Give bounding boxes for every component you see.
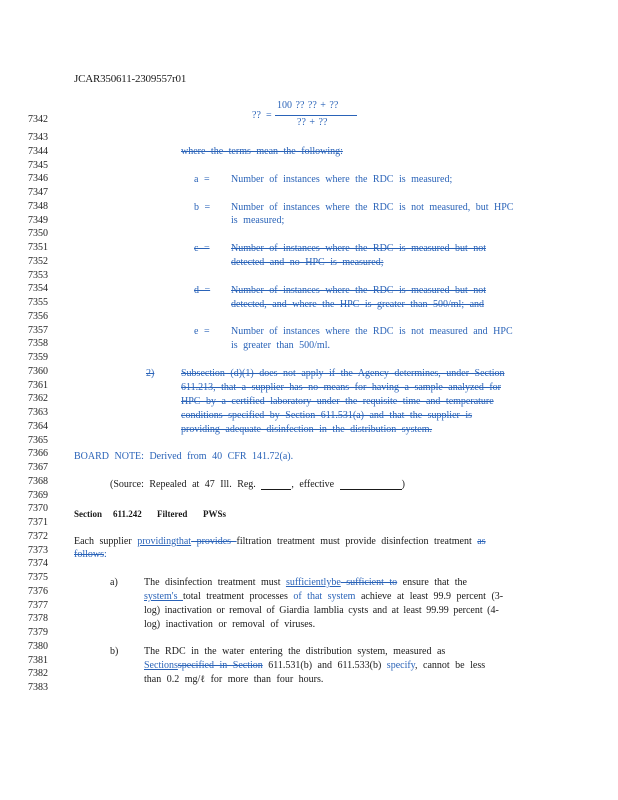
line-number: 7376: [28, 585, 48, 597]
line-number: 7379: [28, 627, 48, 638]
line-number: 7374: [28, 558, 48, 570]
line-number: 7347: [28, 187, 48, 198]
line-number: 7344: [28, 145, 48, 157]
line-number: 7360: [28, 365, 48, 377]
line-number: 7378: [28, 613, 48, 625]
item-b-delete-specified: specified in Section: [177, 660, 263, 671]
item-2-line-1: Subsection (d)(1) does not apply if the Agency determines, under Section: [181, 368, 505, 379]
def-text-b-cont: is measured;: [231, 215, 285, 226]
line-number: 7381: [28, 654, 48, 666]
line-number: 7365: [28, 434, 48, 446]
source-text: Repealed at 47 Ill. Reg.: [149, 479, 256, 490]
item-a-line-4: log) inactivation or removal of viruses.: [144, 619, 316, 630]
para-delete-follows: follows: [74, 549, 104, 560]
para-line-1: [74, 537, 486, 547]
para-colon: :: [104, 549, 107, 560]
item-a-label: a): [110, 577, 118, 588]
line-number: 7343: [28, 132, 48, 143]
line-number: 7358: [28, 338, 48, 350]
line-number: 7371: [28, 517, 48, 528]
board-note: BOARD NOTE: Derived from 40 CFR 141.72(a).: [74, 451, 294, 462]
item-a-line-3: log) inactivation or removal of Giardia lamblia cysts and at least 99.99 percent (4-: [144, 605, 499, 616]
line-number: 7351: [28, 242, 48, 253]
line-number: 7369: [28, 489, 48, 501]
line-number: 7366: [28, 448, 48, 460]
para-delete-as: as: [477, 536, 486, 547]
item-a-insert-sufficientlybe: sufficientlybe: [285, 577, 341, 588]
item-a-text-1: The disinfection treatment must: [144, 577, 286, 588]
line-number: 7364: [28, 420, 48, 432]
line-number: 7370: [28, 503, 48, 515]
def-text-d-cont: detected, and where the HPC is greater than 500/ml; and: [231, 299, 485, 310]
line-number: 7372: [28, 530, 48, 542]
item-b-label: b): [110, 646, 119, 657]
line-number: 7373: [28, 544, 48, 556]
item-2-line-2: 611.213, that a supplier has no means for having a sample analyzed for: [181, 382, 501, 393]
source-prefix: (Source:: [110, 479, 144, 490]
def-key-d: d =: [194, 285, 211, 296]
def-text-e-cont: is greater than 500/ml.: [231, 340, 330, 351]
section-title-2: PWSs: [203, 509, 227, 519]
line-number: 7349: [28, 214, 48, 226]
line-number: 7361: [28, 379, 48, 391]
line-number: 7355: [28, 297, 48, 308]
item-b-text-1: 611.531(b) and 611.533(b): [262, 660, 387, 671]
def-text-c-cont: detected and no HPC is measured;: [231, 257, 384, 268]
item-a-line-2: [144, 592, 503, 602]
item-a-text-3: total treatment processes: [182, 591, 294, 602]
section-title-1: Filtered: [157, 509, 188, 519]
line-number: 7362: [28, 393, 48, 405]
formula-fraction-bar: [275, 115, 357, 116]
line-number: 7375: [28, 572, 48, 583]
line-number: 7363: [28, 407, 48, 418]
item-a-delete-sufficient-to: sufficient to: [340, 577, 398, 588]
para-line-2: [74, 550, 107, 560]
line-number: 7342: [28, 114, 48, 125]
where-clause: where the terms mean the following:: [181, 146, 343, 157]
line-number: 7380: [28, 640, 48, 652]
line-number: 7346: [28, 173, 48, 185]
def-key-c: c =: [194, 243, 210, 254]
item-b-line-2: [144, 661, 485, 671]
item-b-line-1: The RDC in the water entering the distribution system, measured as: [144, 646, 446, 657]
line-number: 7354: [28, 283, 48, 295]
def-text-d: Number of instances where the RDC is measured but not: [231, 285, 487, 296]
para-insert-providingthat: providingthat: [137, 536, 192, 547]
def-key-a: a =: [194, 174, 210, 185]
item-a-text-4: achieve at least 99.9 percent (3-: [355, 591, 504, 602]
item-b-text-2: , cannot be less: [415, 660, 486, 671]
line-number: 7368: [28, 475, 48, 487]
item-a-line-1: [144, 578, 467, 588]
item-b-line-3: than 0.2 mg/ℓ for more than four hours.: [144, 674, 324, 685]
line-number: 7367: [28, 462, 48, 473]
item-a-insert-systems: system's: [144, 591, 183, 602]
source-blank-1: [261, 480, 291, 490]
line-number: 7356: [28, 310, 48, 322]
line-number: 7382: [28, 668, 48, 680]
def-key-b: b =: [194, 202, 211, 213]
item-2-line-4: conditions specified by Section 611.531(a) and that the supplier is: [181, 410, 473, 421]
line-number: 7348: [28, 200, 48, 212]
line-number: 7359: [28, 352, 48, 363]
item-2-number: 2): [146, 368, 155, 379]
line-number: 7350: [28, 228, 48, 240]
line-number: 7383: [28, 682, 48, 693]
section-number: 611.242: [113, 509, 142, 519]
formula-denominator: ?? + ??: [297, 117, 328, 128]
para-text-1: Each supplier: [74, 536, 138, 547]
item-2-line-3: HPC by a certified laboratory under the requisite time and temperature: [181, 396, 494, 407]
para-text-2: filtration treatment must provide disinfection treatment: [236, 536, 478, 547]
document-id: JCAR350611-2309557r01: [74, 73, 187, 85]
def-text-a: Number of instances where the RDC is measured;: [231, 174, 453, 185]
formula-equals: =: [266, 110, 272, 121]
source-blank-2: [340, 480, 402, 490]
line-number: 7377: [28, 599, 48, 611]
formula-numerator: 100 ?? ?? + ??: [277, 100, 339, 111]
para-delete-provides: provides: [191, 536, 237, 547]
line-number: 7345: [28, 159, 48, 171]
section-label: Section: [74, 509, 102, 519]
def-text-c: Number of instances where the RDC is measured but not: [231, 243, 487, 254]
item-a-of-that-system: of that system: [293, 591, 356, 602]
line-number: 7352: [28, 255, 48, 267]
formula-lhs: ??: [252, 110, 261, 121]
def-text-e: Number of instances where the RDC is not measured and HPC: [231, 326, 513, 337]
item-b-insert-sections: Sections: [144, 660, 178, 671]
line-number: 7353: [28, 269, 48, 281]
item-b-specify: specify: [386, 660, 416, 671]
line-number: 7357: [28, 324, 48, 336]
source-close: ): [401, 479, 405, 490]
source-note: [110, 480, 405, 490]
source-comma: ,: [291, 479, 294, 490]
def-text-b: Number of instances where the RDC is not measured, but HPC: [231, 202, 514, 213]
source-effective: effective: [299, 479, 335, 490]
item-2-line-5: providing adequate disinfection in the distribution system.: [181, 424, 433, 435]
def-key-e: e =: [194, 326, 210, 337]
item-a-text-2: ensure that the: [397, 577, 467, 588]
